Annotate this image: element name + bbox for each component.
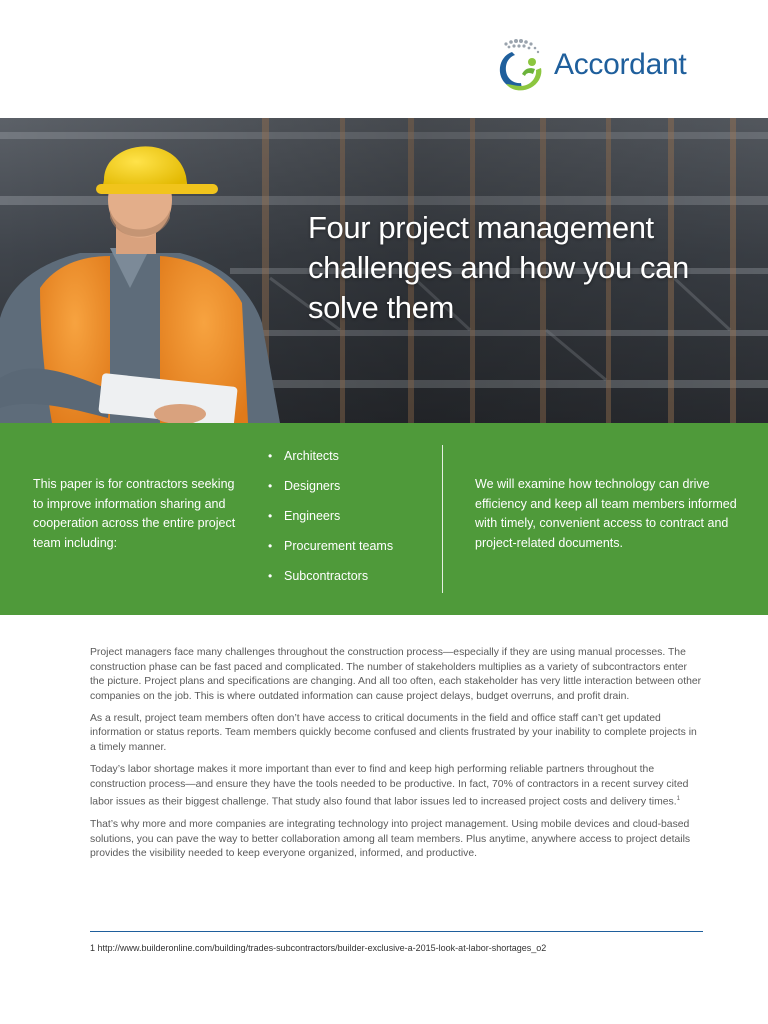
audience-intro: This paper is for contractors seeking to improve information sharing and cooperation across the entire project team including:: [33, 477, 236, 550]
list-item-label: Procurement teams: [284, 539, 394, 553]
list-item: [268, 507, 393, 537]
list-item: [268, 447, 393, 477]
paragraph-text: Today’s labor shortage makes it more important than ever to find and keep high performing reliable partners throughout the construction process—and ensure they have the tools needed to be productive. In fact, 70% of contractors in a recent survey cited labor issues as their biggest challenge. That study also found that labor issues led to increased project costs and delivery times.: [90, 764, 689, 808]
audience-band: [0, 423, 768, 615]
bullet-icon: •: [268, 509, 273, 523]
paragraph: That’s why more and more companies are integrating technology into project management. Using mobile devices and cloud-based solutions, you can pave the way to better collaboration among all team members. Plus anytime, anywhere access to project details provides the visibility needed to keep everyone organized, informed, and productive.: [90, 818, 691, 860]
brand-name: Accordant: [554, 48, 687, 81]
bullet-icon: •: [268, 479, 273, 493]
footnote: 1 http://www.builderonline.com/building/trades-subcontractors/builder-exclusive-a-2015-look-at-labor-shortages_o2: [90, 943, 547, 953]
audience-list: [268, 447, 393, 597]
list-item: [268, 537, 393, 567]
divider: [442, 445, 443, 593]
summary-text: We will examine how technology can drive efficiency and keep all team members informed with timely, convenient access to contract and project-related documents.: [475, 477, 737, 550]
body-text: [90, 646, 704, 869]
footnote-marker: 1: [676, 796, 680, 803]
paragraph: [90, 763, 704, 810]
accordant-logo-icon: [492, 38, 548, 94]
bullet-icon: •: [268, 539, 273, 553]
page-title: Four project management challenges and how you can solve them: [308, 210, 689, 325]
list-item: [268, 567, 393, 597]
list-item-label: Designers: [284, 479, 341, 493]
paragraph: As a result, project team members often don’t have access to critical documents in the field and office staff can’t get updated information or status reports. Team members quickly become confused and clients frustrated by your inability to complete projects in a timely manner.: [90, 712, 697, 754]
list-item: [268, 477, 393, 507]
bullet-icon: •: [268, 449, 273, 463]
list-item-label: Architects: [284, 449, 339, 463]
footnote-divider: [90, 931, 703, 932]
hero-banner: [0, 118, 768, 423]
list-item-label: Engineers: [284, 509, 341, 523]
accordant-logo: [492, 38, 712, 98]
bullet-icon: •: [268, 569, 273, 583]
paragraph: Project managers face many challenges throughout the construction process—especially if they are using manual processes. The construction phase can be fast paced and complicated. The number of stakeholders multiplies as a variety of subcontractors enter the picture. Project plans and specifications are changing. And all too often, each stakeholder has very little interaction between other companies on the job. This is where outdated information can cause project delays, budget overruns, and profit drain.: [90, 647, 702, 702]
list-item-label: Subcontractors: [284, 569, 369, 583]
